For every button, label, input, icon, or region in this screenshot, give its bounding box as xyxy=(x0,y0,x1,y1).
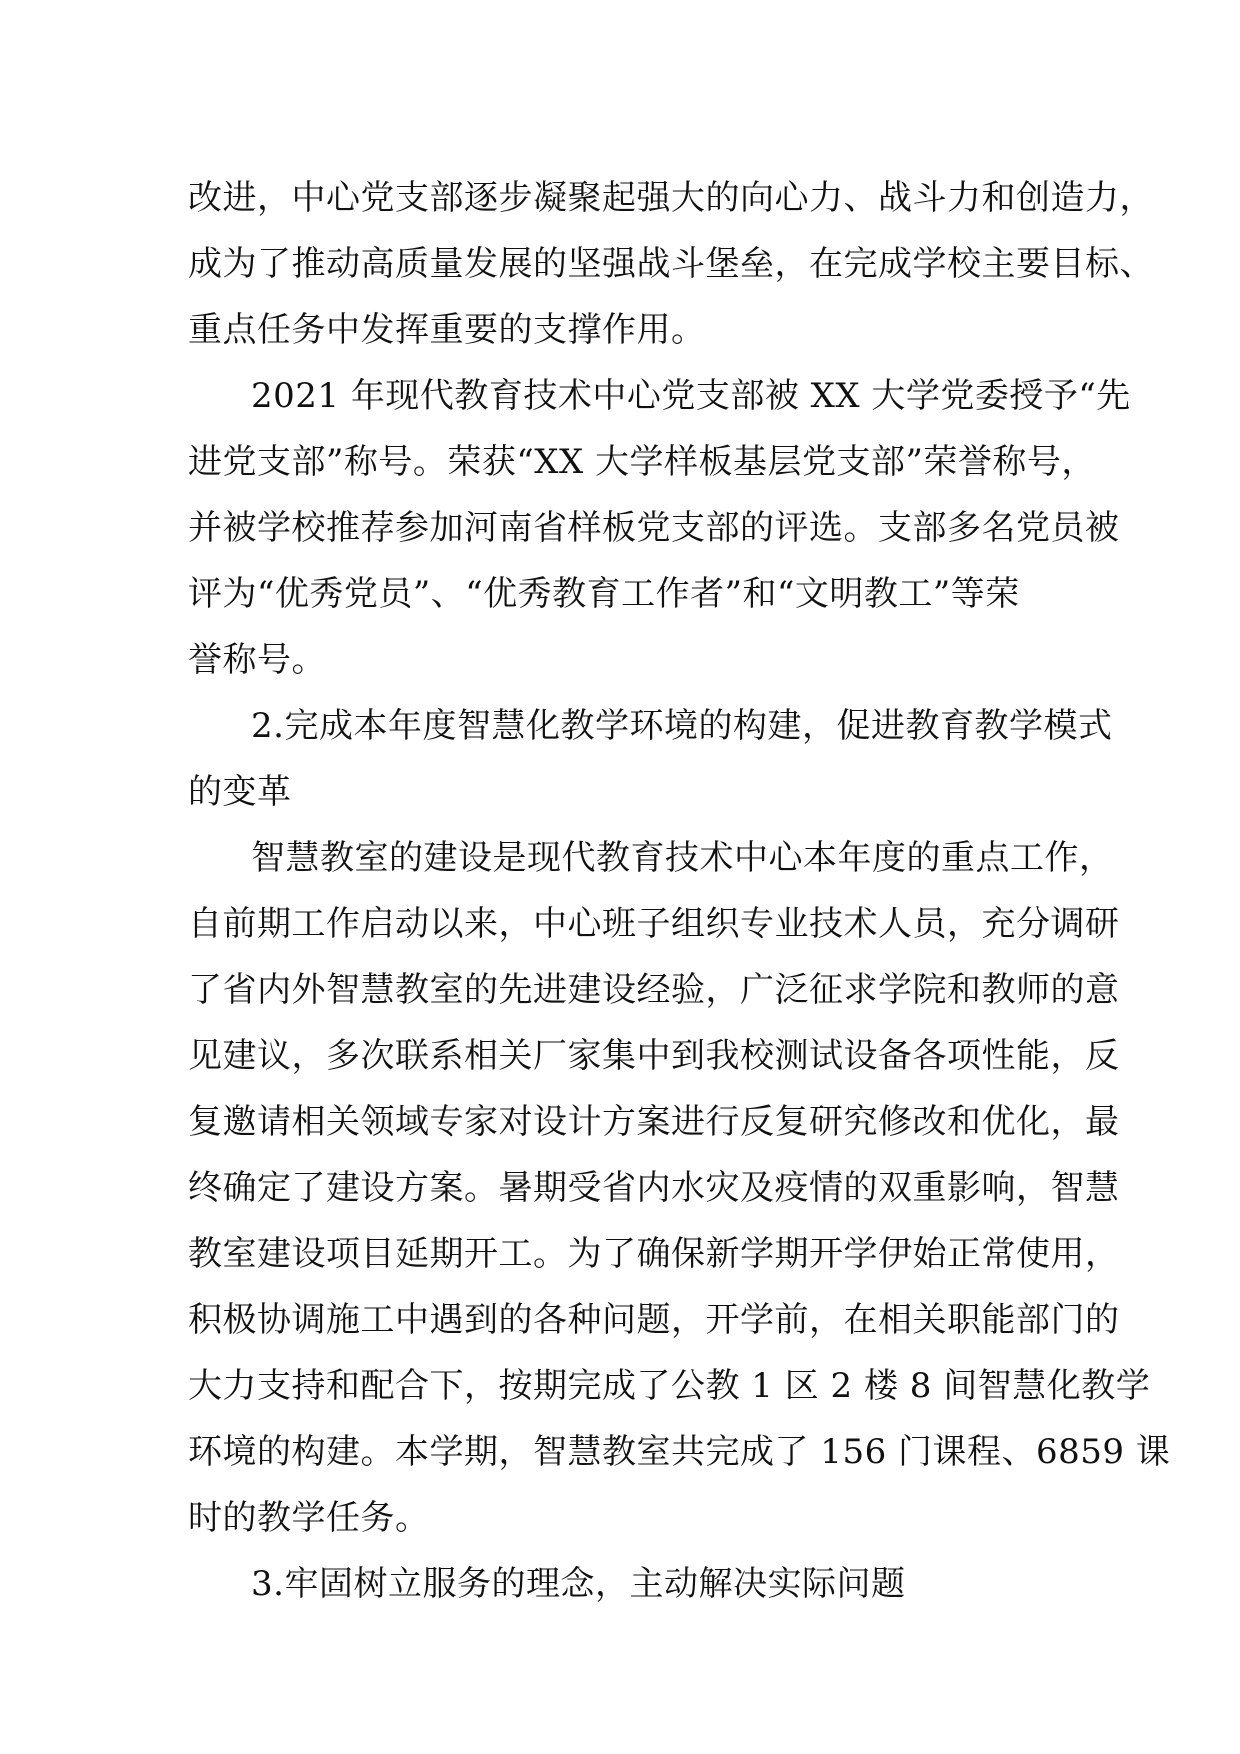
section-heading: 3.牢固树立服务的理念，主动解决实际问题 xyxy=(251,1564,906,1604)
text-line: 2021 年现代教育技术中心党支部被 XX 大学党委授予“先 xyxy=(251,376,1131,416)
text-line: 复邀请相关领域专家对设计方案进行反复研究修改和优化，最 xyxy=(188,1102,1120,1142)
text-line: 终确定了建设方案。暑期受省内水灾及疫情的双重影响，智慧 xyxy=(188,1168,1120,1208)
text-line: 积极协调施工中遇到的各种问题，开学前，在相关职能部门的 xyxy=(188,1300,1120,1340)
text-line: 誉称号。 xyxy=(188,640,326,680)
text-line: 评为“优秀党员”、“优秀教育工作者”和“文明教工”等荣 xyxy=(188,574,1020,614)
text-line: 并被学校推荐参加河南省样板党支部的评选。支部多名党员被 xyxy=(188,508,1120,548)
text-line: 时的教学任务。 xyxy=(188,1498,430,1538)
text-line: 进党支部”称号。荣获“XX 大学样板基层党支部”荣誉称号， xyxy=(188,442,1096,482)
text-line: 大力支持和配合下，按期完成了公教 1 区 2 楼 8 间智慧化教学 xyxy=(188,1366,1151,1406)
text-line: 智慧教室的建设是现代教育技术中心本年度的重点工作， xyxy=(251,838,1114,878)
text-line: 教室建设项目延期开工。为了确保新学期开学伊始正常使用， xyxy=(188,1234,1120,1274)
section-heading: 2.完成本年度智慧化教学环境的构建，促进教育教学模式 xyxy=(251,706,1113,746)
text-line: 改进，中心党支部逐步凝聚起强大的向心力、战斗力和创造力， xyxy=(188,178,1154,218)
section-heading: 的变革 xyxy=(188,772,292,812)
text-line: 重点任务中发挥重要的支撑作用。 xyxy=(188,310,706,350)
text-line: 了省内外智慧教室的先进建设经验，广泛征求学院和教师的意 xyxy=(188,970,1120,1010)
text-line: 自前期工作启动以来，中心班子组织专业技术人员，充分调研 xyxy=(188,904,1120,944)
text-line: 成为了推动高质量发展的坚强战斗堡垒，在完成学校主要目标、 xyxy=(188,244,1154,284)
text-line: 环境的构建。本学期，智慧教室共完成了 156 门课程、6859 课 xyxy=(188,1432,1171,1472)
text-line: 见建议，多次联系相关厂家集中到我校测试设备各项性能，反 xyxy=(188,1036,1120,1076)
